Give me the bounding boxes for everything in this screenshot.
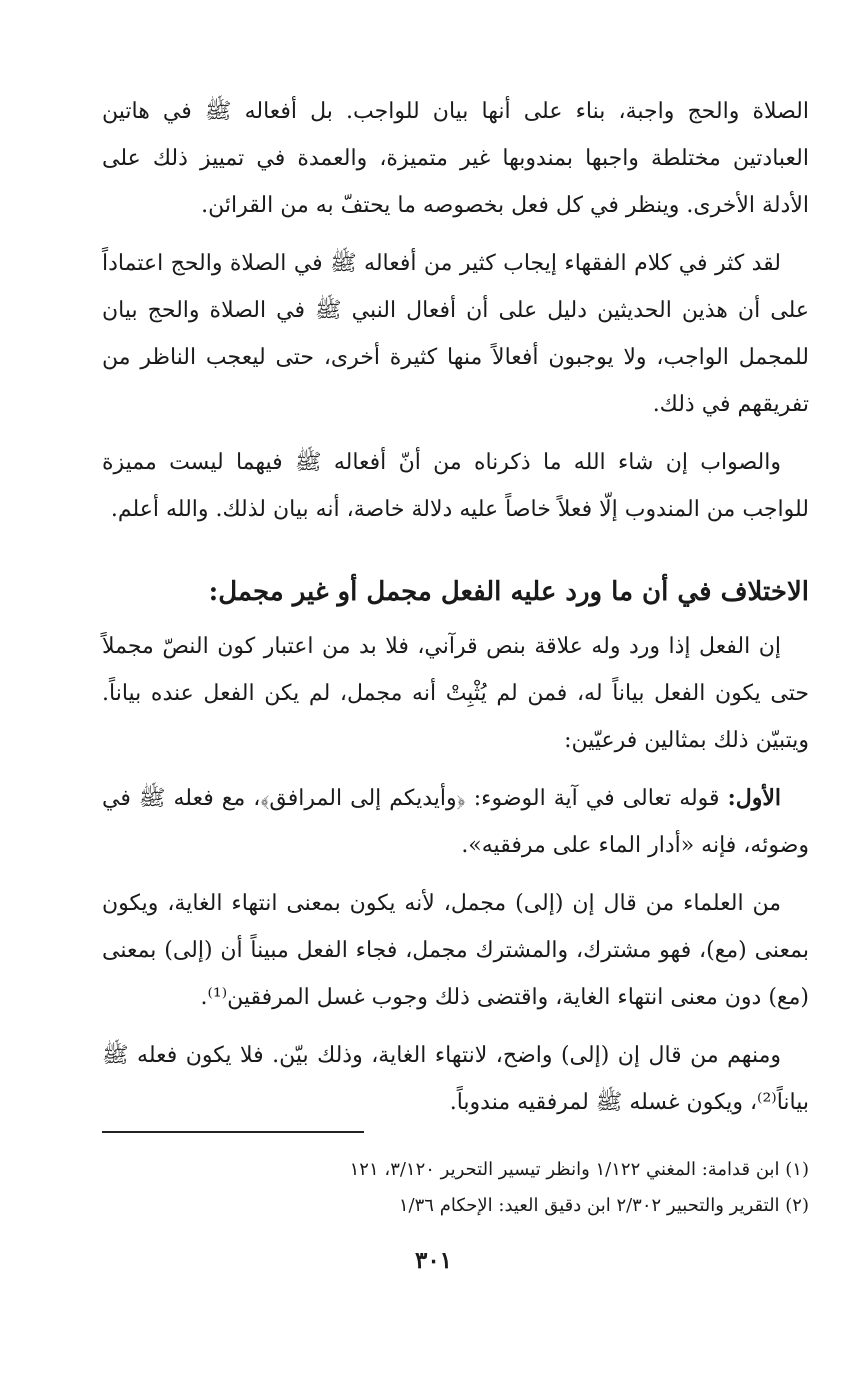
paragraph-intro: إن الفعل إذا ورد وله علاقة بنص قرآني، فلا بد من اعتبار كون النصّ مجملاً حتى يكون الفعل بياناً له، فمن لم يُثْبِتْ أنه مجمل، لم يكن الفعل عنده بياناً. ويتبيّن ذلك بمثالين فرعيّين:	[102, 634, 809, 753]
paragraph-others: ومنهم من قال إن (إلى) واضح، لانتهاء الغاية، وذلك بيّن. فلا يكون فعله ﷺ بياناً⁽²⁾، ويكون غسله ﷺ لمرفقيه مندوباً.	[102, 1043, 809, 1115]
first-example-text: قوله تعالى في آية الوضوء: ﴿وأيديكم إلى المرافق﴾، مع فعله ﷺ في وضوئه، فإنه «أدار الماء على مرفقيه».	[102, 786, 809, 858]
paragraph-2: لقد كثر في كلام الفقهاء إيجاب كثير من أفعاله ﷺ في الصلاة والحج اعتماداً على أن هذين الحديثين دليل على أن أفعال النبي ﷺ في الصلاة والحج بيان للمجمل الواجب، ولا يوجبون أفعالاً منها كثيرة أخرى، حتى ليعجب الناظر من تفريقهم في ذلك.	[102, 251, 809, 417]
footnotes	[102, 1152, 809, 1224]
footnote-separator	[102, 1131, 364, 1133]
paragraph-1: الصلاة والحج واجبة، بناء على أنها بيان للواجب. بل أفعاله ﷺ في هاتين العبادتين مختلطة واجبها بمندوبها غير متميزة، والعمدة في تمييز ذلك على الأدلة الأخرى. وينظر في كل فعل بخصوصه ما يحتفّ به من القرائن.	[102, 99, 809, 218]
paragraph-scholars: من العلماء من قال إن (إلى) مجمل، لأنه يكون بمعنى انتهاء الغاية، ويكون بمعنى (مع)، فهو مشترك، والمشترك مجمل، فجاء الفعل مبيناً أن (إلى) بمعنى (مع) دون معنى انتهاء الغاية، واقتضى ذلك وجوب غسل المرفقين⁽¹⁾.	[102, 891, 809, 1010]
section-heading: الاختلاف في أن ما ورد عليه الفعل مجمل أو غير مجمل:	[208, 577, 809, 607]
first-example-label: الأول:	[727, 785, 781, 811]
footnote-2: (٢) التقرير والتحبير ٢/٣٠٢ ابن دقيق العيد: الإحكام ١/٣٦	[398, 1195, 809, 1216]
page-number: ٣٠١	[414, 1247, 453, 1274]
footnote-1: (١) ابن قدامة: المغني ١/١٢٢ وانظر تيسير التحرير ٣/١٢٠، ١٢١	[349, 1159, 809, 1180]
paragraph-first-example	[102, 775, 809, 869]
page-body	[102, 88, 809, 1137]
paragraph-3: والصواب إن شاء الله ما ذكرناه من أنّ أفعاله ﷺ فيهما ليست مميزة للواجب من المندوب إلّا فعلاً خاصاً عليه دلالة خاصة، أنه بيان لذلك. والله أعلم.	[102, 450, 809, 522]
